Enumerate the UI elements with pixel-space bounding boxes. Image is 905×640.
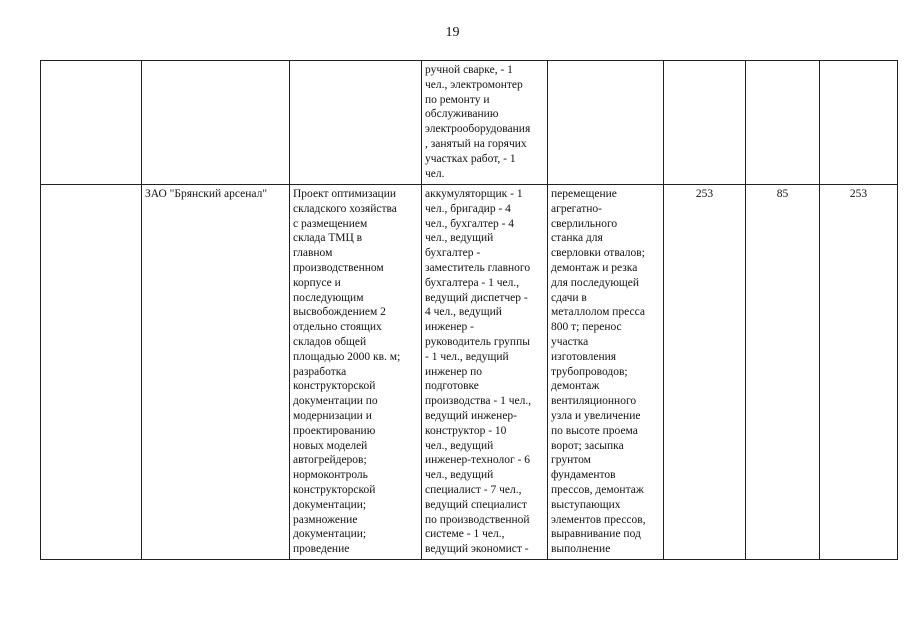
table-row — [41, 61, 898, 185]
cell-measures — [548, 61, 664, 185]
cell-number — [41, 61, 142, 185]
cell-organization — [142, 61, 290, 185]
document-table — [40, 60, 898, 560]
cell-value-3: 253 — [820, 185, 898, 560]
cell-value-1 — [664, 61, 746, 185]
cell-project: Проект оптимизации складского хозяйства с размещением склада ТМЦ в главном производственном корпусе и последующим высвобождением 2 отдельно стоящих складов общей площадью 2000 кв. м; разработка конструкторской документации по модернизации и проектированию новых моделей автогрейдеров; нормоконтроль конструкторской документации; размножение документации; проведение — [290, 185, 422, 560]
cell-measures: перемещение агрегатно- сверлильного станка для сверловки отвалов; демонтаж и резка для последующей сдачи в металлолом пресса 800 т; перенос участка изготовления трубопроводов; демонтаж вентиляционного узла и увеличение по высоте проема ворот; засыпка грунтом фундаментов прессов, демонтаж выступающих элементов прессов, выравнивание под выполнение — [548, 185, 664, 560]
cell-value-1: 253 — [664, 185, 746, 560]
cell-workers: аккумуляторщик - 1 чел., бригадир - 4 чел., бухгалтер - 4 чел., ведущий бухгалтер - заместитель главного бухгалтера - 1 чел., ведущий диспетчер - 4 чел., ведущий инженер - руководитель группы - 1 чел., ведущий инженер по подготовке производства - 1 чел., ведущий инженер- конструктор - 10 чел., ведущий инженер-технолог - 6 чел., ведущий специалист - 7 чел., ведущий специалист по производственной системе - 1 чел., ведущий экономист - — [422, 185, 548, 560]
cell-value-2 — [746, 61, 820, 185]
table-row — [41, 185, 898, 560]
cell-workers: ручной сварке, - 1 чел., электромонтер по ремонту и обслуживанию электрооборудования , занятый на горячих участках работ, - 1 чел. — [422, 61, 548, 185]
cell-project — [290, 61, 422, 185]
cell-value-2: 85 — [746, 185, 820, 560]
cell-organization: ЗАО "Брянский арсенал" — [142, 185, 290, 560]
cell-value-3 — [820, 61, 898, 185]
page-number: 19 — [445, 25, 460, 40]
cell-number — [41, 185, 142, 560]
